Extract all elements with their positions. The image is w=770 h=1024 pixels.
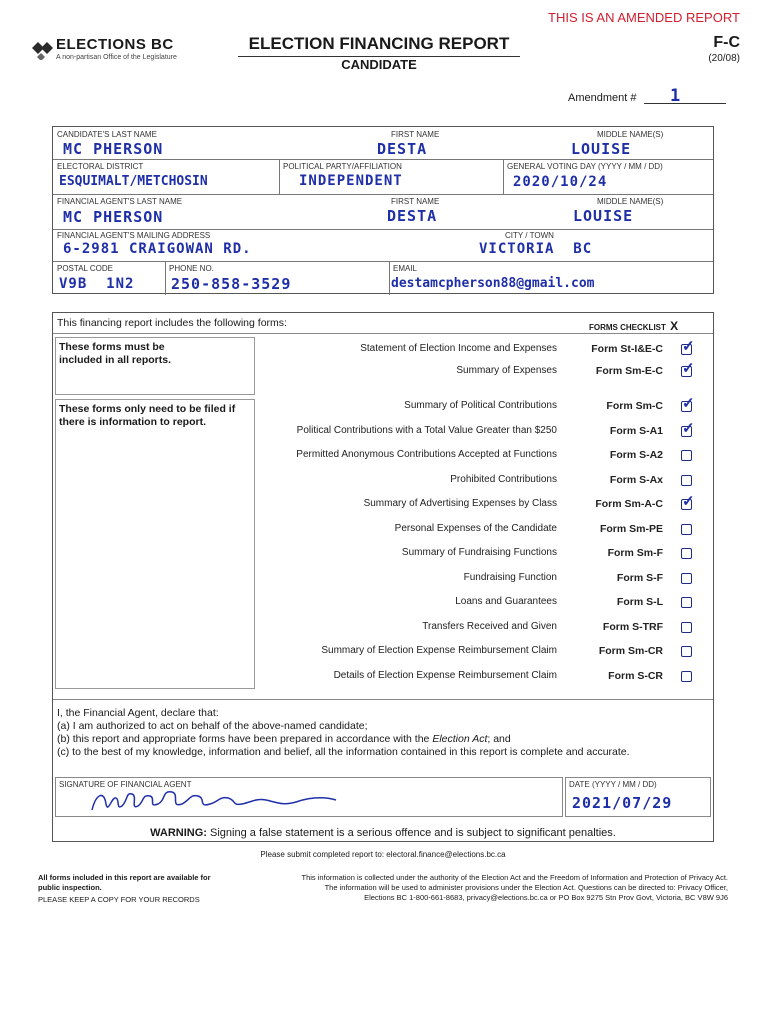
agent-address[interactable]: 6-2981 CRAIGOWAN RD. xyxy=(63,241,252,257)
warning xyxy=(53,827,713,839)
date-field[interactable] xyxy=(565,777,711,817)
form-row-description: Summary of Political Contributions xyxy=(404,400,557,411)
declaration xyxy=(57,707,707,759)
checklist-label: FORMS CHECKLIST xyxy=(589,323,666,332)
declaration-b xyxy=(57,733,707,746)
declaration-c: (c) to the best of my knowledge, information and belief, all the information contained in this report is complete and accurate. xyxy=(57,746,630,758)
email-label: EMAIL xyxy=(393,264,418,273)
checklist-header xyxy=(589,319,678,333)
form-checkbox[interactable] xyxy=(681,419,695,437)
form-row-code: Form Sm-CR xyxy=(598,645,663,657)
form-checkbox[interactable] xyxy=(681,671,692,682)
form-row-code: Form S-A1 xyxy=(609,424,663,437)
check-mark-icon: ✓ xyxy=(682,395,695,412)
declaration-intro: I, the Financial Agent, declare that: xyxy=(57,707,219,719)
check-mark-icon: ✓ xyxy=(682,493,695,510)
form-row-description: Transfers Received and Given xyxy=(422,620,557,632)
phone-label: PHONE NO. xyxy=(169,264,214,273)
checklist-x: X xyxy=(670,319,679,333)
footer-right-3: Elections BC 1-800-661-8683, privacy@elections.bc.ca or PO Box 9275 Stn Prov Govt, Victoria, BC V8W 9J6 xyxy=(364,893,728,902)
form-row-description: Personal Expenses of the Candidate xyxy=(394,522,557,534)
check-mark-icon: ✓ xyxy=(682,338,695,355)
forms-section xyxy=(52,312,714,842)
form-checkbox[interactable] xyxy=(681,548,692,559)
form-row-description: Details of Election Expense Reimbursement Claim xyxy=(333,669,557,681)
candidate-first-name-label: FIRST NAME xyxy=(391,130,440,139)
form-checkbox[interactable] xyxy=(681,573,692,584)
form-row-description: Fundraising Function xyxy=(463,571,557,583)
amendment-label: Amendment # xyxy=(568,92,637,104)
form-row-description: Summary of Fundraising Functions xyxy=(401,547,557,558)
date-value: 2021/07/29 xyxy=(572,794,673,812)
form-row-description: Summary of Expenses xyxy=(456,365,557,376)
form-checkbox[interactable] xyxy=(681,338,695,355)
footer-right xyxy=(238,873,728,903)
form-checkbox[interactable] xyxy=(681,395,695,412)
identification-box xyxy=(52,126,714,294)
amendment-field[interactable] xyxy=(644,86,726,104)
form-checkbox[interactable] xyxy=(681,597,692,608)
form-checkbox[interactable] xyxy=(681,475,692,486)
elections-bc-logo xyxy=(30,36,200,66)
signature-label: SIGNATURE OF FINANCIAL AGENT xyxy=(59,780,192,789)
form-row-code: Form Sm-F xyxy=(607,547,663,559)
candidate-first-name[interactable]: DESTA xyxy=(377,140,428,158)
form-row-code: Form Sm-A-C xyxy=(595,498,663,510)
agent-middle-name[interactable]: LOUISE xyxy=(573,207,634,225)
city-label: CITY / TOWN xyxy=(505,231,554,240)
group1-note: These forms must be included in all reports. xyxy=(59,341,172,366)
signature-field[interactable] xyxy=(55,777,563,817)
form-checkbox[interactable] xyxy=(681,360,695,377)
report-subtitle: CANDIDATE xyxy=(341,57,417,72)
form-row-description: Permitted Anonymous Contributions Accepted at Functions xyxy=(296,449,557,460)
form-row-description: Summary of Advertising Expenses by Class xyxy=(363,498,557,509)
form-row-code: Form S-Ax xyxy=(609,473,663,486)
agent-first-name-label: FIRST NAME xyxy=(391,197,440,206)
form-checkbox[interactable] xyxy=(681,622,692,633)
form-row-code: Form St-I&E-C xyxy=(591,343,663,355)
group2-note: These forms only need to be filed if there is information to report. xyxy=(59,403,236,428)
signature-scribble xyxy=(86,784,346,818)
form-row-code: Form S-A2 xyxy=(609,449,663,461)
form-row-code: Form Sm-PE xyxy=(599,522,663,535)
form-row-code: Form S-F xyxy=(616,571,663,584)
form-row-description: Loans and Guarantees xyxy=(455,596,557,607)
form-row-code: Form Sm-E-C xyxy=(595,365,663,377)
declaration-a: (a) I am authorized to act on behalf of the above-named candidate; xyxy=(57,720,368,732)
agent-last-name-label: FINANCIAL AGENT'S LAST NAME xyxy=(57,197,183,206)
voting-day-label: GENERAL VOTING DAY (YYYY / MM / DD) xyxy=(507,162,663,171)
footer-right-1: This information is collected under the authority of the Election Act and the Freedom of Information and Protection of Privacy Act. xyxy=(301,873,728,882)
electoral-district-label: ELECTORAL DISTRICT xyxy=(57,162,144,171)
party-label: POLITICAL PARTY/AFFILIATION xyxy=(283,162,402,171)
agent-address-label: FINANCIAL AGENT'S MAILING ADDRESS xyxy=(57,231,211,240)
party[interactable]: INDEPENDENT xyxy=(299,173,403,189)
candidate-middle-name-label: MIDDLE NAME(S) xyxy=(597,130,664,139)
agent-middle-name-label: MIDDLE NAME(S) xyxy=(597,197,664,206)
form-checkbox[interactable] xyxy=(681,524,692,535)
amendment-value: 1 xyxy=(670,86,682,106)
agent-first-name[interactable]: DESTA xyxy=(387,207,438,225)
form-row-description: Statement of Election Income and Expenses xyxy=(360,343,557,354)
warning-text: Signing a false statement is a serious offence and is subject to significant penalties. xyxy=(210,827,616,839)
logo-text: ELECTIONS BC xyxy=(56,36,174,53)
logo-subtext: A non-partisan Office of the Legislature xyxy=(56,54,177,61)
form-row-description: Prohibited Contributions xyxy=(450,473,557,485)
form-version: (20/08) xyxy=(708,53,740,64)
amended-notice: THIS IS AN AMENDED REPORT xyxy=(548,10,740,25)
submit-note: Please submit completed report to: electoral.finance@elections.bc.ca xyxy=(260,850,506,859)
email[interactable]: destamcpherson88@gmail.com xyxy=(391,276,595,291)
form-row-description: Political Contributions with a Total Value Greater than $250 xyxy=(296,424,557,436)
footer-left-2: PLEASE KEEP A COPY FOR YOUR RECORDS xyxy=(38,895,200,904)
electoral-district[interactable]: ESQUIMALT/METCHOSIN xyxy=(59,174,208,189)
warning-label: WARNING: xyxy=(150,827,207,839)
phone[interactable]: 250-858-3529 xyxy=(171,275,292,293)
city[interactable]: VICTORIA BC xyxy=(479,241,593,257)
postal-code[interactable]: V9B 1N2 xyxy=(59,276,135,292)
form-row-code: Form Sm-C xyxy=(606,400,663,412)
form-code: F-C xyxy=(713,34,740,51)
forms-intro: This financing report includes the following forms: xyxy=(57,317,287,329)
form-checkbox[interactable] xyxy=(681,646,692,657)
check-mark-icon: ✓ xyxy=(682,419,695,437)
footer-left-1: All forms included in this report are available for public inspection. xyxy=(38,873,211,892)
footer-right-2: The information will be used to administer provisions under the Election Act. Questions can be directed to: Privacy Officer, xyxy=(324,883,728,892)
form-checkbox[interactable] xyxy=(681,450,692,461)
date-label: DATE (YYYY / MM / DD) xyxy=(569,780,657,789)
candidate-last-name[interactable]: MC PHERSON xyxy=(63,140,164,158)
voting-day[interactable]: 2020/10/24 xyxy=(513,174,608,190)
group2-note-box xyxy=(55,399,255,689)
candidate-last-name-label: CANDIDATE'S LAST NAME xyxy=(57,130,157,139)
check-mark-icon: ✓ xyxy=(682,360,695,377)
candidate-middle-name[interactable]: LOUISE xyxy=(571,140,632,158)
form-row-code: Form S-TRF xyxy=(602,620,663,633)
report-title: ELECTION FINANCING REPORT xyxy=(238,34,520,57)
form-row-description: Summary of Election Expense Reimbursement Claim xyxy=(321,645,557,656)
form-checkbox[interactable] xyxy=(681,493,695,510)
declaration-b-post: ; and xyxy=(487,733,511,745)
declaration-b-pre: (b) this report and appropriate forms have been prepared in accordance with the xyxy=(57,733,433,745)
postal-code-label: POSTAL CODE xyxy=(57,264,114,273)
group1-note-box xyxy=(55,337,255,395)
form-row-code: Form S-CR xyxy=(608,669,663,682)
agent-last-name[interactable]: MC PHERSON xyxy=(63,208,164,226)
declaration-b-act: Election Act xyxy=(432,733,488,745)
form-row-code: Form S-L xyxy=(616,596,663,608)
logo-mark-icon xyxy=(30,38,56,60)
